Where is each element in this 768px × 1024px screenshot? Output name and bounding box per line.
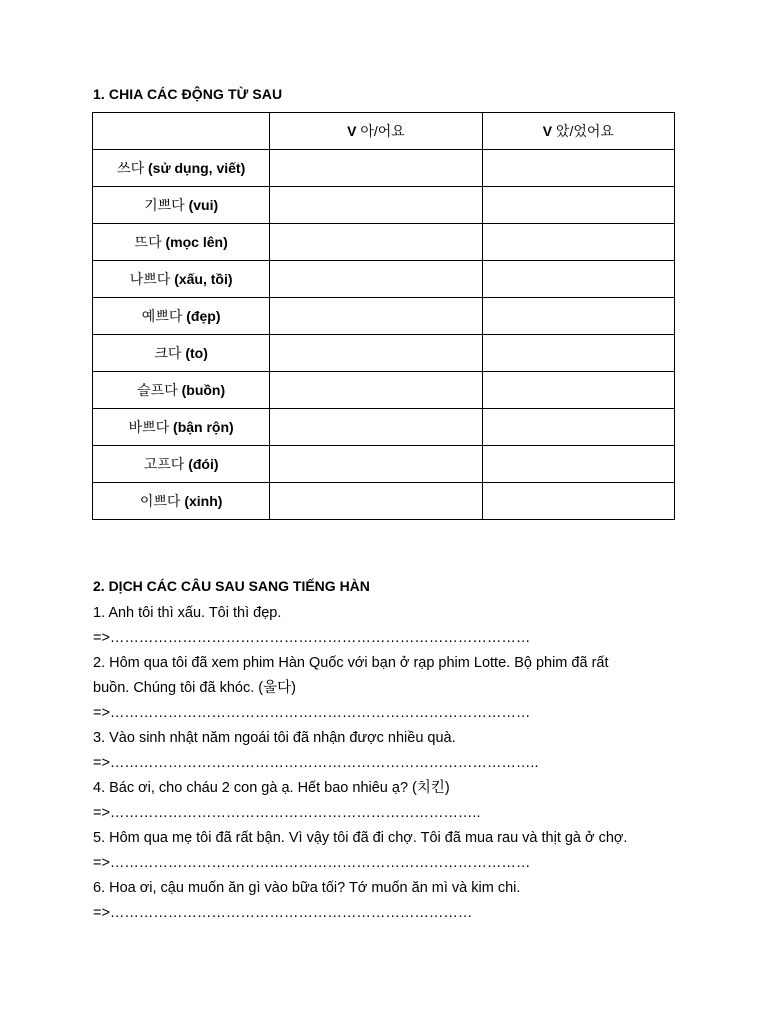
header-present-bold: V — [347, 123, 357, 139]
present-answer-cell[interactable] — [270, 409, 482, 446]
answer-line[interactable]: =>…………………………………………………………………………… — [93, 855, 531, 871]
answer-line[interactable]: =>………………………………………………………………… — [93, 905, 473, 921]
present-answer-cell[interactable] — [270, 446, 482, 483]
past-answer-cell[interactable] — [482, 446, 674, 483]
past-answer-cell[interactable] — [482, 409, 674, 446]
answer-line[interactable]: =>………………………………………………………………….. — [93, 805, 481, 821]
table-row — [93, 335, 675, 372]
verb-cell — [93, 261, 270, 298]
present-answer-cell[interactable] — [270, 298, 482, 335]
prompt-line: 5. Hôm qua mẹ tôi đã rất bận. Vì vậy tôi đã đi chợ. Tôi đã mua rau và thịt gà ở chợ. — [93, 830, 628, 846]
prompt-line: 2. Hôm qua tôi đã xem phim Hàn Quốc với bạn ở rạp phim Lotte. Bộ phim đã rất — [93, 655, 609, 671]
translation-item — [93, 726, 693, 776]
present-answer-cell[interactable] — [270, 150, 482, 187]
past-answer-cell[interactable] — [482, 224, 674, 261]
prompt-line: 6. Hoa ơi, cậu muốn ăn gì vào bữa tối? Tớ muốn ăn mì và kim chi. — [93, 880, 521, 896]
section-1-title: 1. CHIA CÁC ĐỘNG TỪ SAU — [93, 86, 283, 102]
verb-korean: 이쁘다 — [139, 493, 181, 509]
verb-cell — [93, 298, 270, 335]
translation-item — [93, 601, 693, 651]
table-row — [93, 187, 675, 224]
verb-meaning: (xấu, tồi) — [170, 271, 233, 287]
present-answer-cell[interactable] — [270, 224, 482, 261]
table-row — [93, 298, 675, 335]
prompt-line: buồn. Chúng tôi đã khóc. (울다) — [93, 680, 296, 696]
section-2-title: 2. DỊCH CÁC CÂU SAU SANG TIẾNG HÀN — [93, 578, 370, 594]
verb-meaning: (vui) — [184, 197, 219, 213]
prompt-line: 4. Bác ơi, cho cháu 2 con gà ạ. Hết bao nhiêu ạ? (치킨) — [93, 780, 450, 796]
answer-line[interactable]: =>…………………………………………………………………………… — [93, 705, 531, 721]
table-row — [93, 446, 675, 483]
header-present-ending: 아/어요 — [356, 123, 405, 139]
answer-line[interactable]: =>…………………………………………………………………………….. — [93, 755, 539, 771]
verb-korean: 바쁘다 — [128, 419, 170, 435]
verb-korean: 고프다 — [143, 456, 185, 472]
answer-line[interactable]: =>…………………………………………………………………………… — [93, 630, 531, 646]
verb-cell — [93, 483, 270, 520]
header-past-cell — [482, 113, 674, 150]
verb-cell — [93, 187, 270, 224]
present-answer-cell[interactable] — [270, 335, 482, 372]
past-answer-cell[interactable] — [482, 187, 674, 224]
present-answer-cell[interactable] — [270, 372, 482, 409]
header-past-ending: 았/었어요 — [552, 123, 614, 139]
table-row — [93, 224, 675, 261]
past-answer-cell[interactable] — [482, 150, 674, 187]
verb-korean: 뜨다 — [134, 234, 162, 250]
present-answer-cell[interactable] — [270, 261, 482, 298]
translation-item — [93, 826, 693, 876]
verb-meaning: (buồn) — [177, 382, 226, 398]
verb-cell — [93, 372, 270, 409]
table-header-row — [93, 113, 675, 150]
header-present-cell — [270, 113, 482, 150]
past-answer-cell[interactable] — [482, 298, 674, 335]
translation-item — [93, 651, 693, 726]
prompt-line: 1. Anh tôi thì xấu. Tôi thì đẹp. — [93, 605, 282, 621]
past-answer-cell[interactable] — [482, 261, 674, 298]
section-2 — [93, 575, 693, 926]
table-row — [93, 261, 675, 298]
verb-cell — [93, 409, 270, 446]
translation-item — [93, 776, 693, 826]
table-row — [93, 483, 675, 520]
present-answer-cell[interactable] — [270, 187, 482, 224]
present-answer-cell[interactable] — [270, 483, 482, 520]
verb-meaning: (to) — [181, 345, 208, 361]
verb-korean: 기쁘다 — [144, 197, 185, 213]
verb-conjugation-table — [92, 112, 675, 520]
table-row — [93, 372, 675, 409]
verb-meaning: (đói) — [184, 456, 219, 472]
verb-cell — [93, 335, 270, 372]
verb-meaning: (xinh) — [180, 493, 223, 509]
past-answer-cell[interactable] — [482, 483, 674, 520]
translation-item — [93, 876, 693, 926]
verb-meaning: (đẹp) — [182, 308, 221, 324]
verb-cell — [93, 224, 270, 261]
table-row — [93, 150, 675, 187]
verb-meaning: (mọc lên) — [161, 234, 228, 250]
verb-korean: 쓰다 — [117, 160, 145, 176]
past-answer-cell[interactable] — [482, 372, 674, 409]
verb-cell — [93, 446, 270, 483]
verb-korean: 슬프다 — [137, 382, 178, 398]
table-row — [93, 409, 675, 446]
prompt-line: 3. Vào sinh nhật năm ngoái tôi đã nhận được nhiều quà. — [93, 730, 456, 746]
verb-meaning: (bận rộn) — [169, 419, 234, 435]
verb-cell — [93, 150, 270, 187]
verb-korean: 나쁘다 — [129, 271, 171, 287]
verb-meaning: (sử dụng, viết) — [144, 160, 246, 176]
verb-korean: 크다 — [154, 345, 182, 361]
header-verb-cell — [93, 113, 270, 150]
header-past-bold: V — [542, 123, 553, 139]
translation-list — [93, 601, 693, 926]
past-answer-cell[interactable] — [482, 335, 674, 372]
verb-korean: 예쁘다 — [141, 308, 183, 324]
